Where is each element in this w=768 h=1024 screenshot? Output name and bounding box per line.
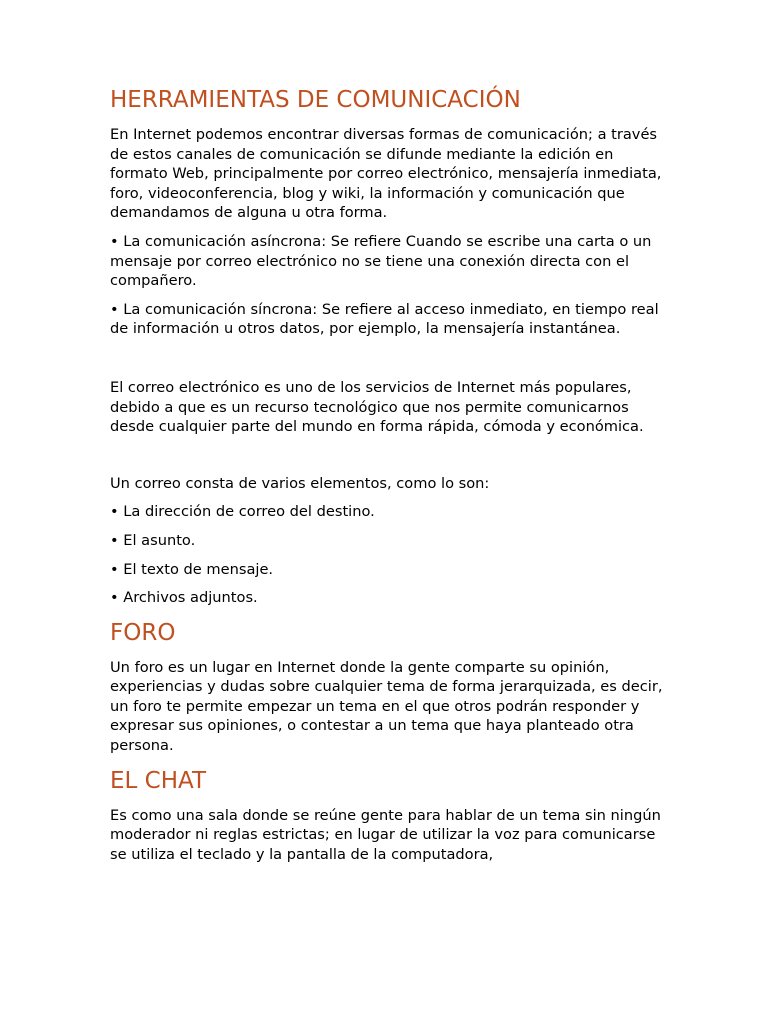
heading-chat: EL CHAT [110, 767, 207, 794]
spacer [110, 446, 668, 474]
list-item-asunto: • El asunto. [110, 531, 196, 549]
heading-foro: FORO [110, 619, 176, 646]
foro-paragraph: Un foro es un lugar en Internet donde la gente comparte su opinión, experiencias y dudas sobre cualquier tema de forma jerarquizada, es decir, un foro te permite empezar un tema en el que otros podrán responder y expresar sus opiniones, o contestar a un tema que haya planteado otra persona. [110, 658, 663, 755]
correo-elementos-intro: Un correo consta de varios elementos, como lo son: [110, 474, 490, 492]
list-item-adjuntos: • Archivos adjuntos. [110, 589, 258, 607]
chat-paragraph: Es como una sala donde se reúne gente para hablar de un tema sin ningún moderador ni reglas estrictas; en lugar de utilizar la voz para comunicarse se utiliza el teclado y la pantalla de la computadora, [110, 806, 661, 863]
heading-herramientas: HERRAMIENTAS DE COMUNICACIÓN [110, 87, 521, 113]
list-item-texto: • El texto de mensaje. [110, 560, 274, 578]
bullet-asincrona: • La comunicación asíncrona: Se refiere Cuando se escribe una carta o un mensaje por correo electrónico no se tiene una conexión directa con el compañero. [110, 232, 652, 290]
list-item-direccion: • La dirección de correo del destino. [110, 503, 375, 521]
intro-paragraph: En Internet podemos encontrar diversas formas de comunicación; a través de estos canales de comunicación se difunde mediante la edición en formato Web, principalmente por correo electrónico, mensajería inmediata, foro, videoconferencia, blog y wiki, la información y comunicación que demandamos de alguna u otra forma. [110, 126, 662, 222]
correo-paragraph: El correo electrónico es uno de los servicios de Internet más populares, debido a que es un recurso tecnológico que nos permite comunicarnos desde cualquier parte del mundo en forma rápida, cómoda y económica. [110, 378, 644, 436]
bullet-sincrona: • La comunicación síncrona: Se refiere al acceso inmediato, en tiempo real de información u otros datos, por ejemplo, la mensajería instantánea. [110, 300, 659, 338]
spacer [110, 348, 668, 378]
